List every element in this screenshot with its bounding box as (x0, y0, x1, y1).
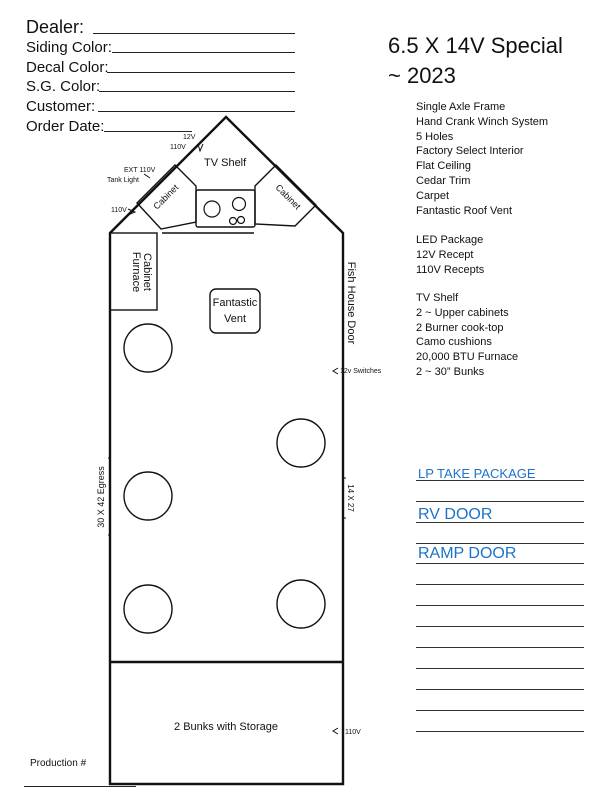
label-cabinet-right: Cabinet (273, 182, 303, 212)
fantastic-vent (210, 289, 260, 333)
model-year: ~ 2023 (388, 63, 456, 88)
label-bunks: 2 Bunks with Storage (174, 721, 278, 733)
option-ramp-door: RAMP DOOR (418, 545, 517, 562)
production-label: Production # (30, 758, 87, 769)
option-rv-door: RV DOOR (418, 506, 493, 523)
customer-label: Customer: (26, 98, 96, 115)
outlet-marker-bottom (333, 728, 338, 734)
outlet-marker-tank (144, 174, 150, 178)
label-110v-top: 110V (170, 144, 186, 151)
label-furnace-cabinet: Cabinet (141, 253, 153, 291)
label-110v-bottom: 110V (345, 729, 361, 736)
label-fish-house-door: Fish House Door (345, 261, 357, 345)
label-14x27: 14 X 27 (346, 484, 355, 512)
feature-item: Single Axle Frame (416, 101, 506, 113)
feature-item: Fantastic Roof Vent (416, 204, 512, 217)
order-date-label: Order Date: (26, 118, 105, 135)
feature-item: 2 ~ 30” Bunks (416, 365, 485, 378)
label-fantastic: Fantastic (212, 297, 258, 309)
feature-item: Camo cushions (416, 336, 492, 349)
label-tv-shelf: TV Shelf (204, 157, 247, 169)
feature-item: 110V Recepts (416, 263, 485, 276)
feature-item: 20,000 BTU Furnace (416, 351, 519, 364)
label-12v-switches: 12v Switches (340, 368, 382, 375)
dealer-label: Dealer: (26, 17, 85, 37)
feature-item: 2 Burner cook-top (416, 321, 504, 334)
cooktop (196, 190, 255, 227)
option-lp-take-package: LP TAKE PACKAGE (418, 466, 536, 481)
label-cabinet-left: Cabinet (151, 182, 181, 212)
feature-item: LED Package (416, 234, 484, 246)
feature-item: Hand Crank Winch System (416, 115, 549, 128)
siding-color-label: Siding Color: (26, 39, 112, 56)
feature-item: 5 Holes (416, 130, 454, 143)
switch-marker (333, 368, 338, 374)
fishing-hole (124, 472, 172, 520)
fishing-hole (277, 419, 325, 467)
feature-item: TV Shelf (416, 292, 459, 304)
label-vent: Vent (223, 313, 247, 325)
feature-item: Cedar Trim (416, 174, 471, 187)
label-12v-top: 12V (183, 134, 196, 141)
label-furnace: Furnace (130, 251, 142, 293)
cooktop-burners (204, 198, 246, 225)
feature-item: Flat Ceiling (416, 160, 472, 173)
feature-item: Carpet (416, 189, 450, 202)
label-ext-110v: EXT 110V (124, 167, 156, 174)
label-110v-left: 110V (111, 207, 127, 214)
model-title: 6.5 X 14V Special (388, 33, 563, 58)
fishing-hole (277, 580, 325, 628)
label-tank-light: Tank Light (107, 177, 139, 184)
outlet-marker-top (198, 144, 203, 151)
feature-item: 2 ~ Upper cabinets (416, 306, 509, 319)
decal-color-label: Decal Color: (26, 59, 109, 76)
feature-item: Factory Select Interior (416, 145, 524, 158)
feature-item: 12V Recept (416, 248, 474, 261)
sg-color-label: S.G. Color: (26, 78, 101, 95)
fishing-hole (124, 585, 172, 633)
trailer-outline (110, 117, 343, 784)
fishing-hole (124, 324, 172, 372)
label-egress: 30 X 42 Egress (96, 466, 106, 528)
